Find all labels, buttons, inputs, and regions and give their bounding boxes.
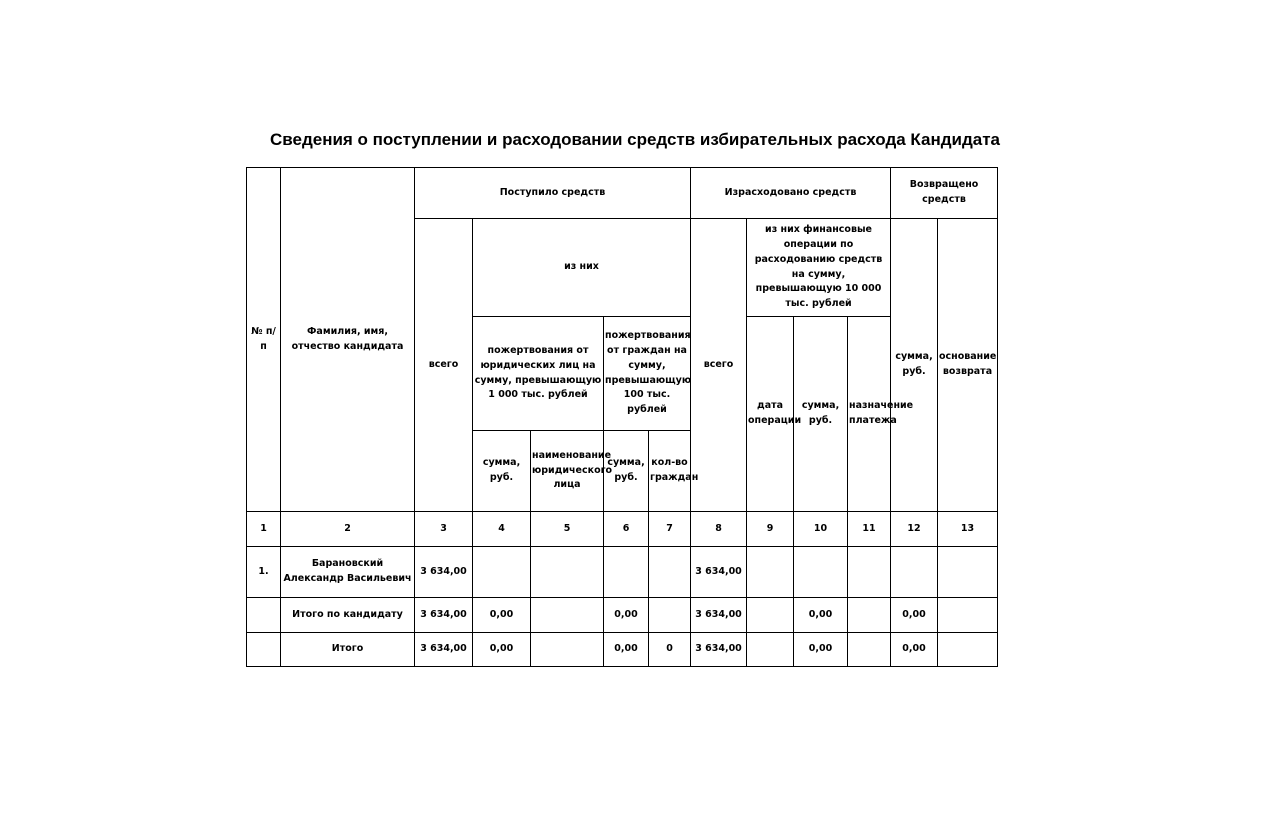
col-number: 1 (247, 512, 281, 547)
cell-op-sum: 0,00 (794, 598, 848, 633)
cell-ret-reason (938, 633, 998, 667)
row-label: Итого по кандидату (281, 598, 415, 633)
row-label: Итого (281, 633, 415, 667)
cell-op-date (747, 547, 794, 598)
cell-op-sum (794, 547, 848, 598)
cell-ret-reason (938, 547, 998, 598)
cell-citizen-count (649, 598, 691, 633)
candidate-name: Александр Васильевич (283, 573, 412, 584)
cell-citizen-count (649, 547, 691, 598)
header-legal-name: наименование юридического лица (531, 431, 604, 512)
header-op-date: дата операции (747, 317, 794, 512)
header-citizen-count: кол-во граждан (649, 431, 691, 512)
col-number: 7 (649, 512, 691, 547)
grand-total-row (247, 633, 998, 667)
header-received: Поступило средств (415, 168, 691, 219)
header-spent-total: всего (691, 219, 747, 512)
cell-legal-name (531, 547, 604, 598)
row-num (247, 598, 281, 633)
cell-received-total: 3 634,00 (415, 598, 473, 633)
col-number: 13 (938, 512, 998, 547)
cell-spent-total: 3 634,00 (691, 598, 747, 633)
cell-op-date (747, 633, 794, 667)
cell-citizen-sum (604, 547, 649, 598)
col-number: 8 (691, 512, 747, 547)
col-number: 10 (794, 512, 848, 547)
header-num: № п/п (247, 168, 281, 512)
header-citizen-donations: пожертвования от граждан на сумму, превышающую 100 тыс. рублей (604, 317, 691, 431)
cell-op-sum: 0,00 (794, 633, 848, 667)
cell-ret-sum: 0,00 (891, 598, 938, 633)
document-title: Сведения о поступлении и расходовании средств избирательных расхода Кандидата (269, 130, 1000, 149)
col-number: 11 (848, 512, 891, 547)
col-number: 12 (891, 512, 938, 547)
row-num (247, 633, 281, 667)
column-numbers-row (247, 512, 998, 547)
candidate-surname: Барановский (311, 558, 384, 570)
header-spent: Израсходовано средств (691, 168, 891, 219)
header-op-sum: сумма, руб. (794, 317, 848, 512)
header-legal-donations: пожертвования от юридических лиц на сумму, превышающую 1 000 тыс. рублей (473, 317, 604, 431)
col-number: 2 (281, 512, 415, 547)
col-number: 4 (473, 512, 531, 547)
col-number: 3 (415, 512, 473, 547)
header-received-total: всего (415, 219, 473, 512)
cell-ret-reason (938, 598, 998, 633)
cell-ret-sum (891, 547, 938, 598)
cell-op-purpose (848, 633, 891, 667)
header-fio: Фамилия, имя, отчество кандидата (281, 168, 415, 512)
cell-ret-sum: 0,00 (891, 633, 938, 667)
cell-legal-sum: 0,00 (473, 598, 531, 633)
header-ret-sum: сумма, руб. (891, 219, 938, 512)
cell-legal-name (531, 598, 604, 633)
cell-legal-name (531, 633, 604, 667)
cell-spent-total: 3 634,00 (691, 547, 747, 598)
candidate-total-row (247, 598, 998, 633)
cell-legal-sum (473, 547, 531, 598)
cell-spent-total: 3 634,00 (691, 633, 747, 667)
header-returned: Возвращено средств (891, 168, 998, 219)
header-fin-ops: из них финансовые операции по расходованию средств на сумму, превышающую 10 000 тыс. рублей (747, 219, 891, 317)
cell-op-purpose (848, 598, 891, 633)
finance-report-table (246, 167, 998, 667)
header-op-purpose: назначение платежа (848, 317, 891, 512)
cell-citizen-count: 0 (649, 633, 691, 667)
cell-received-total: 3 634,00 (415, 633, 473, 667)
header-ret-reason: основание возврата (938, 219, 998, 512)
cell-op-purpose (848, 547, 891, 598)
cell-received-total: 3 634,00 (415, 547, 473, 598)
candidate-fio (281, 547, 415, 598)
col-number: 9 (747, 512, 794, 547)
cell-citizen-sum: 0,00 (604, 598, 649, 633)
header-of-them: из них (473, 219, 691, 317)
row-num: 1. (247, 547, 281, 598)
header-legal-sum: сумма, руб. (473, 431, 531, 512)
header-citizen-sum: сумма, руб. (604, 431, 649, 512)
cell-legal-sum: 0,00 (473, 633, 531, 667)
col-number: 6 (604, 512, 649, 547)
cell-citizen-sum: 0,00 (604, 633, 649, 667)
col-number: 5 (531, 512, 604, 547)
candidate-row (247, 547, 998, 598)
cell-op-date (747, 598, 794, 633)
